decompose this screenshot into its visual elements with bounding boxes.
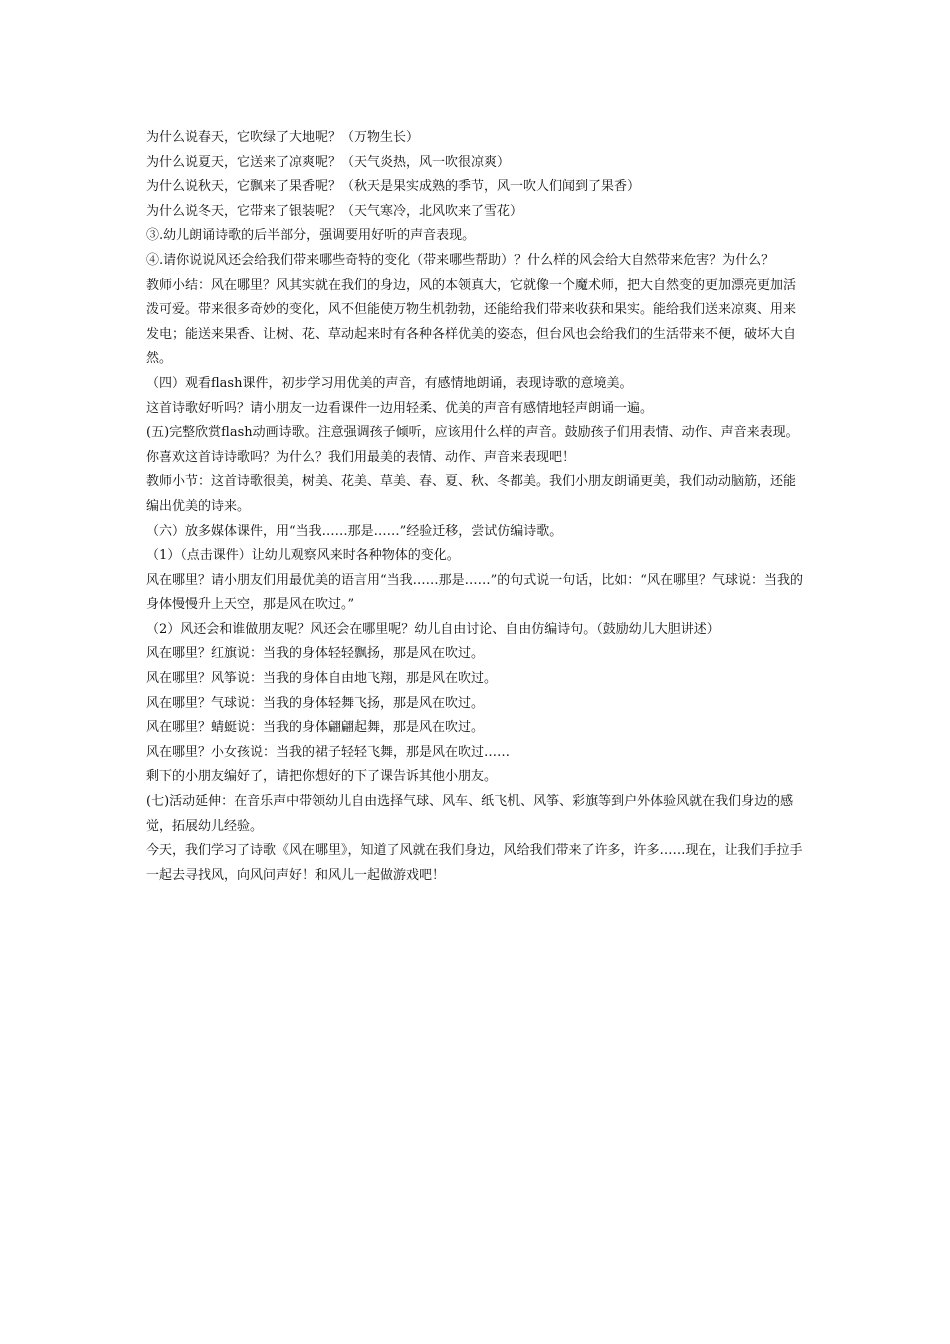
paragraph-teacher-note: 教师小节：这首诗歌很美，树美、花美、草美、春、夏、秋、冬都美。我们小朋友朗诵更美，我们动动脑筋，还能编出优美的诗来。 [146, 474, 797, 514]
paragraph-section-6-item-2: （2）风还会和谁做朋友呢？风还会在哪里呢？幼儿自由讨论、自由仿编诗句。（鼓励幼儿大胆讲述） [146, 621, 720, 637]
paragraph-conclusion: 今天，我们学习了诗歌《风在哪里》，知道了风就在我们身边，风给我们带来了许多，许多……现在，让我们手拉手一起去寻找风，向风问声好！和风儿一起做游戏吧！ [146, 843, 803, 883]
paragraph-question-autumn: 为什么说秋天，它飘来了果香呢？（秋天是果实成熟的季节，风一吹人们闻到了果香） [146, 179, 641, 195]
document-body [146, 126, 806, 888]
paragraph-section-4: （四）观看flash课件，初步学习用优美的声音，有感情地朗诵，表现诗歌的意境美。 [146, 375, 633, 391]
paragraph-step-3: ③.幼儿朗诵诗歌的后半部分，强调要用好听的声音表现。 [146, 228, 476, 244]
paragraph-step-4: ④.请你说说风还会给我们带来哪些奇特的变化（带来哪些帮助）？什么样的风会给大自然带来危害？为什么？ [146, 252, 775, 268]
paragraph-remaining-children: 剩下的小朋友编好了，请把你想好的下了课告诉其他小朋友。 [146, 769, 498, 785]
paragraph-section-5-question: 你喜欢这首诗诗歌吗？为什么？我们用最美的表情、动作、声音来表现吧！ [146, 449, 576, 465]
paragraph-section-6: （六）放多媒体课件，用“当我……那是……”经验迁移，尝试仿编诗歌。 [146, 523, 563, 539]
paragraph-teacher-summary: 教师小结：风在哪里？风其实就在我们的身边，风的本领真大，它就像一个魔术师，把大自然变的更加漂亮更加活泼可爱。带来很多奇妙的变化，风不但能使万物生机勃勃，还能给我们带来收获和果实。能给我们送来凉爽、用来发电；能送来果香、让树、花、草动起来时有各种各样优美的姿态，但台风也会给我们的生活带来不便，破坏大自然。 [146, 277, 797, 367]
paragraph-question-winter: 为什么说冬天，它带来了银装呢？（天气寒冷，北风吹来了雪花） [146, 203, 524, 219]
paragraph-section-6-example: 风在哪里？请小朋友们用最优美的语言用“当我……那是……”的句式说一句话，比如：“风在哪里？气球说：当我的身体慢慢升上天空，那是风在吹过。” [146, 572, 803, 613]
paragraph-poem-girl: 风在哪里？小女孩说：当我的裙子轻轻飞舞，那是风在吹过…… [146, 744, 511, 760]
paragraph-question-summer: 为什么说夏天，它送来了凉爽呢？（天气炎热，风一吹很凉爽） [146, 154, 511, 170]
paragraph-poem-kite: 风在哪里？风筝说：当我的身体自由地飞翔，那是风在吹过。 [146, 671, 498, 687]
paragraph-section-6-item-1: （1）（点击课件）让幼儿观察风来时各种物体的变化。 [146, 548, 460, 564]
paragraph-section-7: (七)活动延伸：在音乐声中带领幼儿自由选择气球、风车、纸飞机、风筝、彩旗等到户外体验风就在我们身边的感觉，拓展幼儿经验。 [146, 794, 794, 834]
paragraph-section-5: (五)完整欣赏flash动画诗歌。注意强调孩子倾听，应该用什么样的声音。鼓励孩子们用表情、动作、声音来表现。 [146, 425, 799, 441]
paragraph-question-spring: 为什么说春天，它吹绿了大地呢？（万物生长） [146, 130, 420, 145]
paragraph-section-4-question: 这首诗歌好听吗？请小朋友一边看课件一边用轻柔、优美的声音有感情地轻声朗诵一遍。 [146, 400, 654, 416]
paragraph-poem-balloon: 风在哪里？气球说：当我的身体轻舞飞扬，那是风在吹过。 [146, 695, 485, 711]
paragraph-poem-dragonfly: 风在哪里？蜻蜓说：当我的身体翩翩起舞，那是风在吹过。 [146, 720, 485, 736]
paragraph-poem-flag: 风在哪里？红旗说：当我的身体轻轻飘扬，那是风在吹过。 [146, 646, 485, 662]
